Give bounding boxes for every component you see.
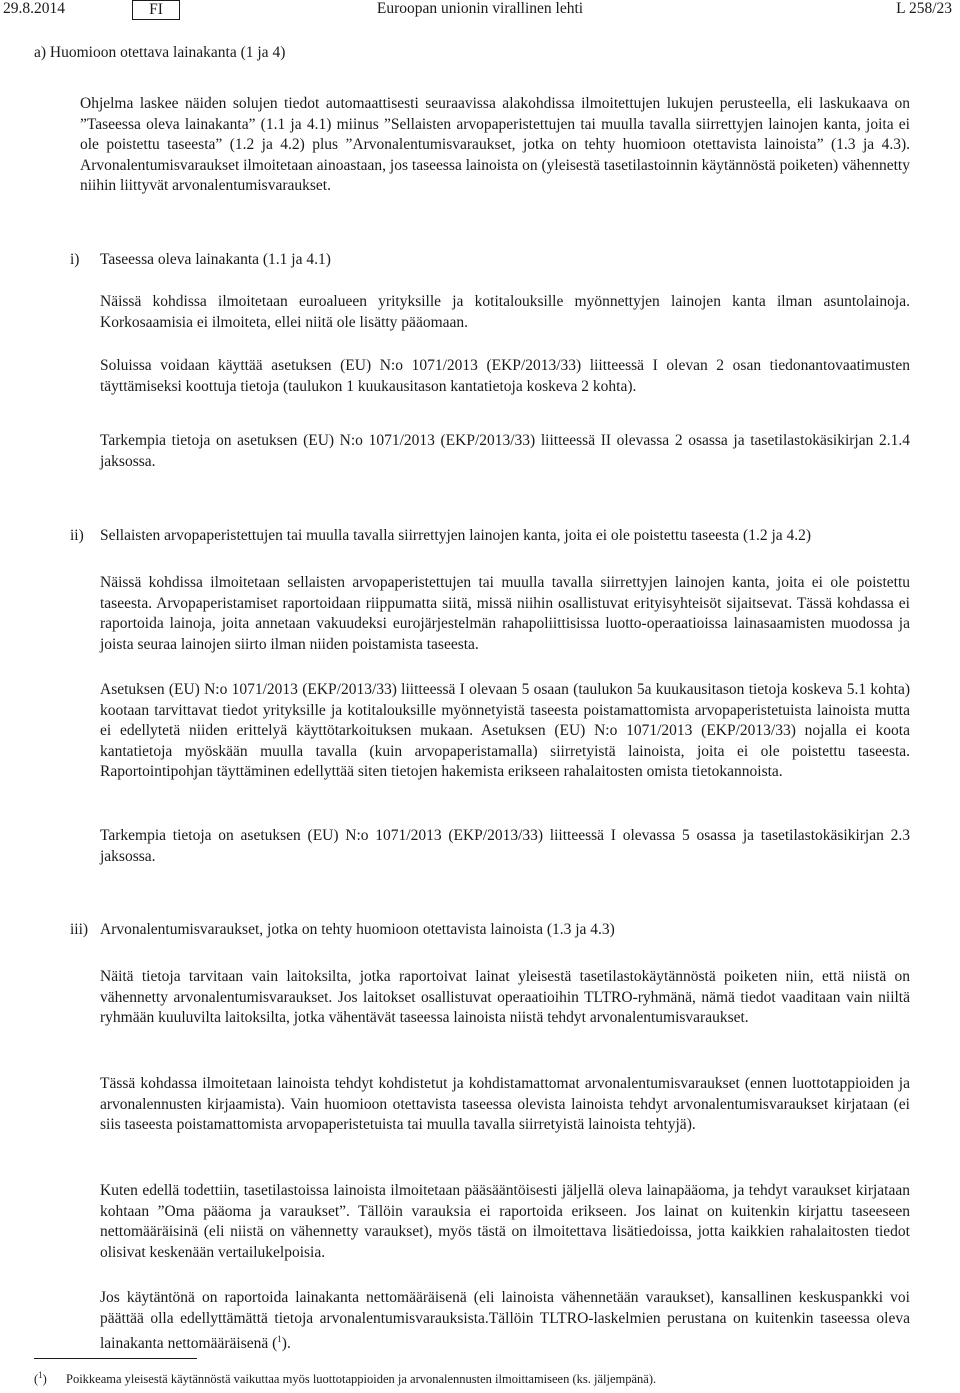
item-ii-paragraph-1 — [100, 573, 910, 655]
item-iii-paragraph-1 — [100, 967, 910, 1029]
footnote-divider — [34, 1358, 197, 1359]
item-iii-p2-text: Tässä kohdassa ilmoitetaan lainoista tehdyt kohdistetut ja kohdistamattomat arvonalentumisvaraukset (ennen luottotappioiden ja arvonalennusten kirjaamista). Vain huomioon otettavista taseessa olevista lainoista tehdyt arvonalentumisvaraukset kirjataan (ei siis taseesta poistamattomista arvopaperistetuista tai muulla tavalla siirretyistä lainoista tehtyjä). — [100, 1075, 910, 1133]
journal-title: Euroopan unionin virallinen lehti — [376, 0, 584, 17]
section-a-heading: a) Huomioon otettava lainakanta (1 ja 4) — [34, 44, 286, 61]
footnote-mark-close: ) — [42, 1372, 47, 1387]
item-iii-p4-text — [100, 1288, 910, 1355]
item-iii-p1-text: Näitä tietoja tarvitaan vain laitoksilta, jotka raportoivat lainat yleisestä tasetilastokäytännöstä poiketen niin, että niistä on vähennetty arvonalentumisvaraukset. Jos laitokset osallistuvat operaatioihin TLTRO-ryhmänä, nämä tiedot vaaditaan vain niiltä ryhmään kuuluvilta laitoksilta, jotka vähentävät taseessa lainoista niistä tehdyt arvonalentumisvaraukset. — [100, 968, 910, 1026]
footnote-text: Poikkeama yleisestä käytännöstä vaikuttaa myös luottotappioiden ja arvonalennusten ilmoittamiseen (ks. jäljempänä). — [66, 1372, 657, 1387]
language-badge: FI — [132, 0, 180, 20]
item-ii-heading: Sellaisten arvopaperistettujen tai muulla tavalla siirrettyjen lainojen kanta, joita ei ole poistettu taseesta (1.2 ja 4.2) — [100, 527, 812, 544]
item-i-p3-text: Tarkempia tietoja on asetuksen (EU) N:o 1071/2013 (EKP/2013/33) liitteessä II olevassa 2 osassa ja tasetilastokäsikirjan 2.1.4 jaksossa. — [100, 432, 910, 470]
item-i-paragraph-2 — [100, 356, 910, 397]
item-i-p2-text: Soluissa voidaan käyttää asetuksen (EU) N:o 1071/2013 (EKP/2013/33) liitteessä I olevan 2 osan tiedonantovaatimusten täyttämiseksi koottuja tietoja (taulukon 1 kuukausitason kantatietoja koskeva 2 kohta). — [100, 357, 910, 395]
item-iii-paragraph-4 — [100, 1288, 910, 1355]
item-ii-number: ii) — [70, 527, 84, 544]
item-ii-paragraph-2 — [100, 680, 910, 783]
footnote — [34, 1370, 934, 1387]
item-iii-heading: Arvonalentumisvaraukset, jotka on tehty huomioon otettavista lainoista (1.3 ja 4.3) — [100, 921, 615, 938]
page-number: L 258/23 — [896, 0, 952, 17]
footnote-mark-number: 1 — [38, 1370, 43, 1380]
item-iii-paragraph-2 — [100, 1074, 910, 1136]
item-iii-p4-body: Jos käytäntönä on raportoida lainakanta nettomääräisenä (eli lainoista vähennetään varaukset), kansallinen keskuspankki voi päättää olla edellyttämättä tietoja arvonalentumisvarauksista.Tällöin TLTRO-laskelmien perustana on kuitenkin taseessa oleva lainakanta nettomääräisenä ( — [100, 1289, 910, 1353]
item-i-p1-text: Näissä kohdissa ilmoitetaan euroalueen yrityksille ja kotitalouksille myönnettyjen lainojen kanta ilman asuntolainoja. Korkosaamisia ei ilmoiteta, ellei niitä ole lisätty pääomaan. — [100, 293, 910, 331]
item-iii-number: iii) — [70, 921, 89, 938]
publication-date: 29.8.2014 — [3, 0, 65, 17]
item-ii-paragraph-3 — [100, 826, 910, 867]
item-i-heading: Taseessa oleva lainakanta (1.1 ja 4.1) — [100, 251, 331, 268]
section-a-intro — [80, 94, 910, 197]
item-iii-p3-text: Kuten edellä todettiin, tasetilastoissa lainoista ilmoitetaan pääsääntöisesti jäljellä oleva lainapääoma, ja tehdyt varaukset kirjataan kohtaan ”Oma pääoma ja varaukset”. Tällöin varauksia ei raportoida erikseen. Jos lainat on kuitenkin kirjattu taseeseen nettomääräisinä (eli niistä on vähennetty varaukset), myös tästä on ilmoitettava lisätiedoissa, jotta kaikkien rahalaitosten tiedot olisivat keskenään vertailukelpoisia. — [100, 1182, 910, 1261]
footnote-reference[interactable]: 1 — [277, 1334, 282, 1344]
item-ii-p3-text: Tarkempia tietoja on asetuksen (EU) N:o 1071/2013 (EKP/2013/33) liitteessä I olevassa 5 osassa ja tasetilastokäsikirjan 2.3 jaksossa. — [100, 827, 910, 865]
item-iii-p4-end: ). — [281, 1335, 291, 1353]
item-i-paragraph-3 — [100, 431, 910, 472]
item-ii-p1-text: Näissä kohdissa ilmoitetaan sellaisten arvopaperistettujen tai muulla tavalla siirrettyjen lainojen kanta, joita ei ole poistettu taseesta. Arvopaperistamiset raportoidaan riippumatta siitä, missä niihin osallistuvat erityisyhteisöt sijaitsevat. Tässä kohdassa ei raportoida lainoja, joita annetaan vakuudeksi eurojärjestelmän rahapoliittisissa luotto-operaatioissa lainasaamisten muodossa ja joista seuraa lainojen siirto ilman niiden poistamista taseesta. — [100, 574, 910, 653]
item-iii-paragraph-3 — [100, 1181, 910, 1263]
item-ii-p2-text: Asetuksen (EU) N:o 1071/2013 (EKP/2013/33) liitteessä I olevaan 5 osaan (taulukon 5a kuukausitason tietoja koskeva 5.1 kohta) kootaan tarvittavat tiedot yrityksille ja kotitalouksille myönnetyistä taseesta poistamattomista arvopaperistetuista lainoista mutta ei edellytetä niiden erittelyä käyttötarkoituksen mukaan. Asetuksen (EU) N:o 1071/2013 (EKP/2013/33) nojalla ei koota kantatietoja myöskään muulla tavalla (kuin arvopaperistamalla) siirretyistä lainoista, joita ei ole poistettu taseesta. Raportointipohjan täyttäminen edellyttää siten tietojen hakemista erikseen rahalaitosten omista tietokannoista. — [100, 681, 910, 780]
item-i-number: i) — [70, 251, 80, 268]
footnote-mark-open: ( — [34, 1372, 39, 1387]
item-i-paragraph-1 — [100, 292, 910, 333]
footnote-mark — [34, 1370, 66, 1387]
page-header — [0, 0, 960, 22]
section-a-intro-text: Ohjelma laskee näiden solujen tiedot automaattisesti seuraavissa alakohdissa ilmoitettujen lukujen perusteella, eli laskukaava on ”Taseessa oleva lainakanta” (1.1 ja 4.1) miinus ”Sellaisten arvopaperistettujen tai muulla tavalla siirrettyjen lainojen kanta, joita ei ole poistettu taseesta” (1.2 ja 4.2) plus ”Arvonalentumisvaraukset, jotka on tehty huomioon otettavista lainoista” (1.3 ja 4.3). Arvonalentumisvaraukset ilmoitetaan ainoastaan, jos taseessa lainoista on (yleisestä tasetilastoinnin käytännöstä poiketen) vähennetty niihin liittyvät arvonalentumisvaraukset. — [80, 95, 910, 194]
